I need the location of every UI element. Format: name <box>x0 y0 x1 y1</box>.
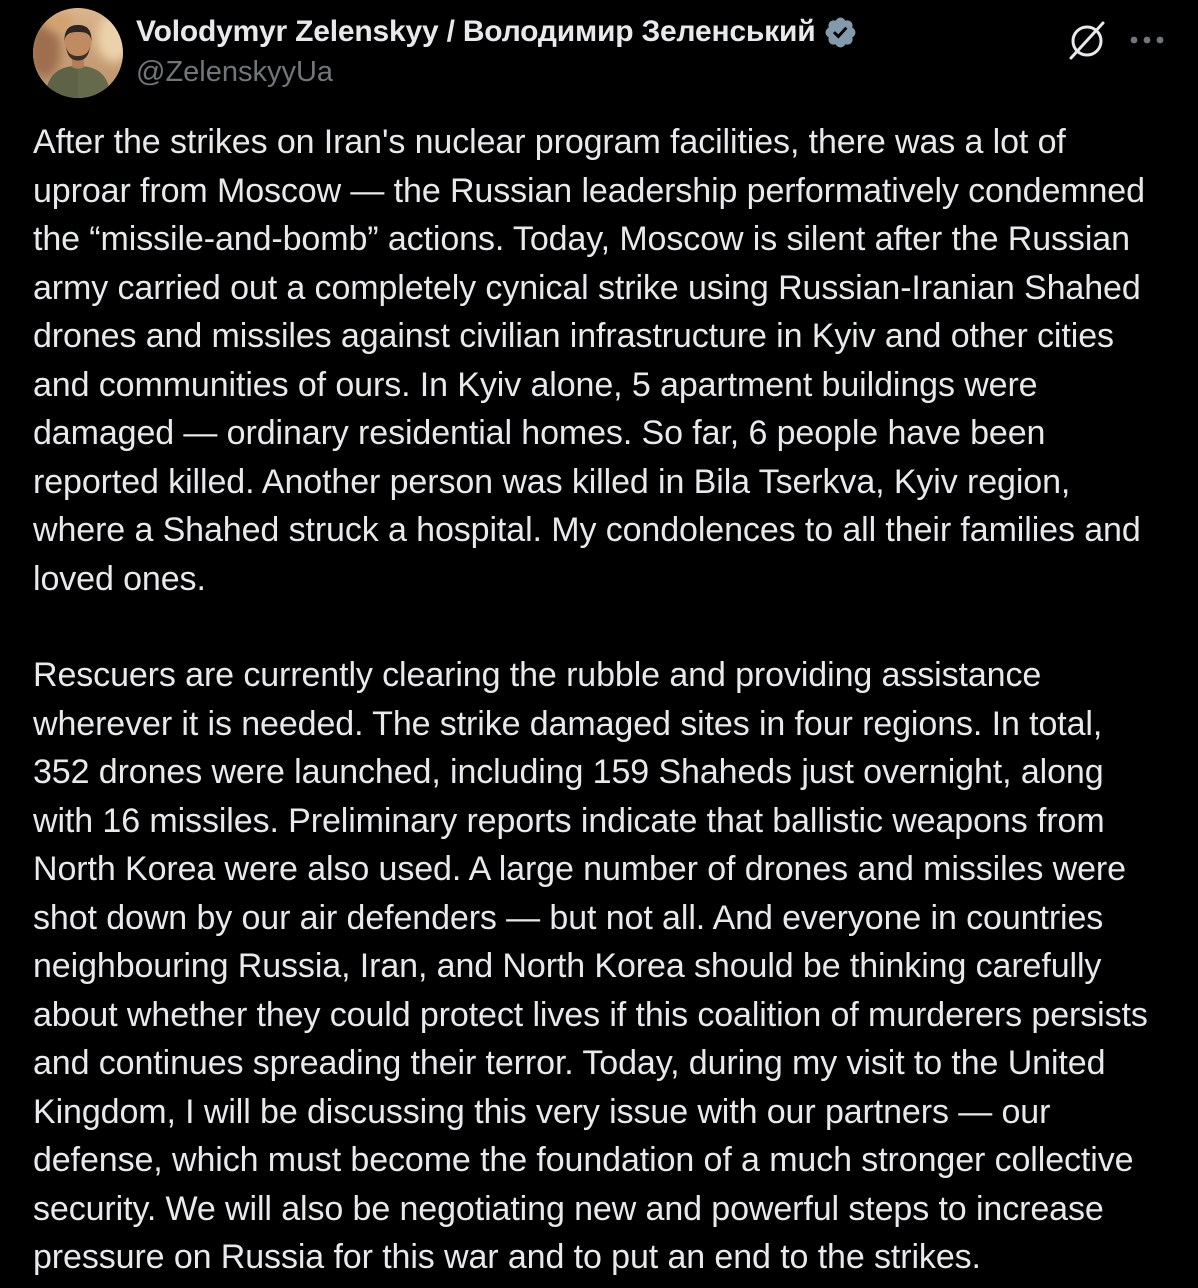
tweet-paragraph-1: After the strikes on Iran's nuclear program facilities, there was a lot of uproar from Moscow — the Russian leadership performatively condemned the “missile-and-bomb” actions. Today, Moscow is silent after the Russian army carried out a completely cynical strike using Russian-Iranian Shahed drones and missiles against civilian infrastructure in Kyiv and other cities and communities of ours. In Kyiv alone, 5 apartment buildings were damaged — ordinary residential homes. So far, 6 people have been reported killed. Another person was killed in Bila Tserkva, Kyiv region, where a Shahed struck a hospital. My condolences to all their families and loved ones. <box>33 123 1145 598</box>
more-icon[interactable] <box>1129 34 1165 46</box>
header-actions <box>1065 8 1165 62</box>
profile-photo-icon <box>33 8 123 98</box>
avatar[interactable] <box>33 8 123 98</box>
tweet-text <box>33 118 1165 1282</box>
verified-badge-icon <box>823 15 858 50</box>
tweet-header <box>33 8 1165 98</box>
author-name-row <box>136 14 1065 50</box>
author-block <box>136 8 1065 89</box>
author-display-name[interactable]: Volodymyr Zelenskyy / Володимир Зеленський <box>136 15 816 48</box>
author-handle[interactable]: @ZelenskyyUa <box>136 56 334 88</box>
grok-icon[interactable] <box>1065 18 1109 62</box>
tweet-paragraph-2: Rescuers are currently clearing the rubble and providing assistance wherever it is needed. The strike damaged sites in four regions. In total, 352 drones were launched, including 159 Shaheds just overnight, along with 16 missiles. Preliminary reports indicate that ballistic weapons from North Korea were also used. A large number of drones and missiles were shot down by our air defenders — but not all. And everyone in countries neighbouring Russia, Iran, and North Korea should be thinking carefully about whether they could protect lives if this coalition of murderers persists and continues spreading their terror. Today, during my visit to the United Kingdom, I will be discussing this very issue with our partners — our defense, which must become the foundation of a much stronger collective security. We will also be negotiating new and powerful steps to increase pressure on Russia for this war and to put an end to the strikes. <box>33 656 1148 1276</box>
